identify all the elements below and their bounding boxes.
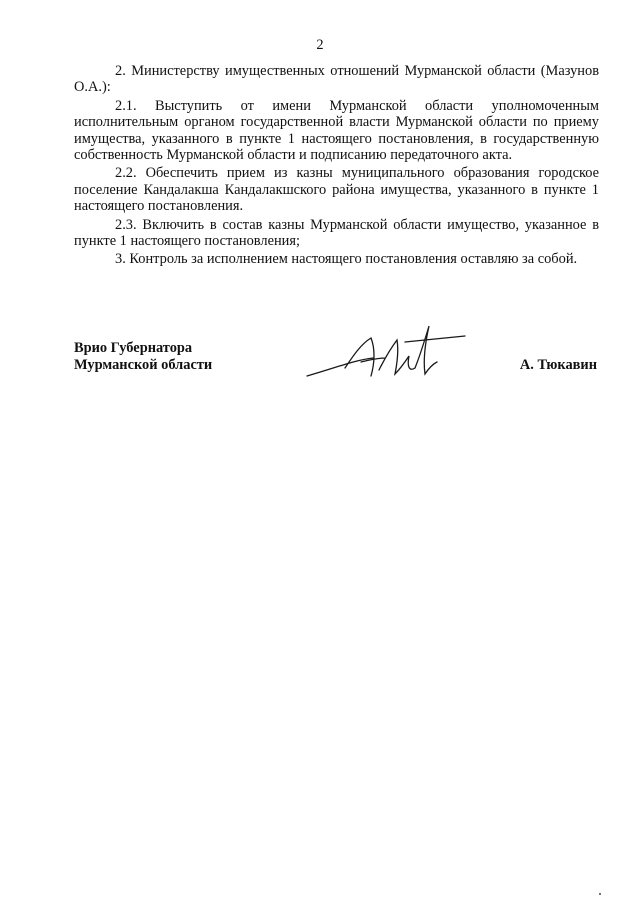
paragraph-2-1: 2.1. Выступить от имени Мурманской области уполномоченным исполнительным органом государственной власти Мурманской области по приему имущества, указанного в пункте 1 настоящего постановления, в государственную собственность Мурманской области и подписанию передаточного акта.	[74, 97, 599, 164]
page-number: 2	[316, 37, 324, 53]
signatory-name: А. Тюкавин	[519, 357, 597, 373]
signatory-title-line1: Врио Губернатора	[74, 340, 193, 356]
scan-speck	[599, 893, 601, 895]
paragraph-2-3: 2.3. Включить в состав казны Мурманской области имущество, указанное в пункте 1 настоящего постановления;	[74, 216, 599, 250]
document-body	[74, 63, 599, 270]
paragraph-2: 2. Министерству имущественных отношений Мурманской области (Мазунов О.А.):	[74, 63, 599, 96]
signatory-title	[74, 340, 212, 374]
paragraph-2-2: 2.2. Обеспечить прием из казны муниципального образования городское поселение Кандалакша Кандалакшского района имущества, указанного в пункте 1 настоящего постановления.	[74, 165, 599, 215]
handwritten-signature	[305, 318, 470, 390]
paragraph-3: 3. Контроль за исполнением настоящего постановления оставляю за собой.	[115, 251, 578, 268]
signatory-title-line2: Мурманской области	[74, 357, 213, 373]
